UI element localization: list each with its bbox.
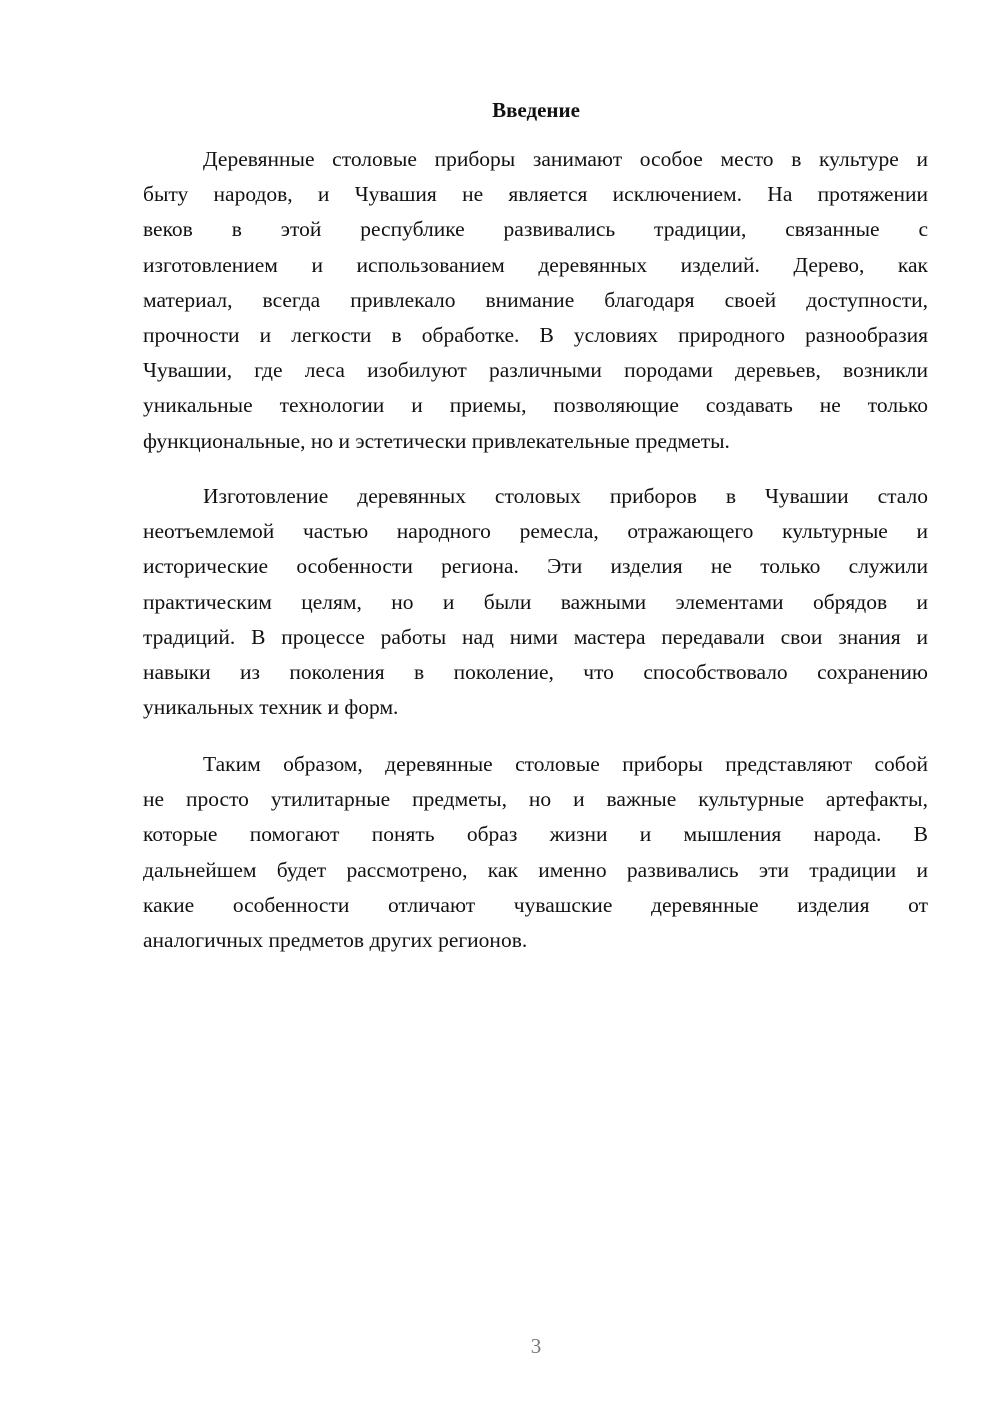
text-line: аналогичных предметов других регионов.	[143, 927, 528, 952]
text-line: веков в этой республике развивались традиции, связанные с	[143, 217, 928, 242]
text-line: исторические особенности региона. Эти изделия не только служили	[143, 554, 928, 579]
text-line: традиций. В процессе работы над ними мастера передавали свои знания и	[143, 624, 928, 649]
text-line: Деревянные столовые приборы занимают особое место в культуре и	[203, 147, 928, 171]
text-line: уникальных техник и форм.	[143, 695, 399, 720]
page-number: 3	[530, 1334, 542, 1358]
section-heading: Введение	[492, 98, 580, 122]
text-line: дальнейшем будет рассмотрено, как именно развивались эти традиции и	[143, 857, 928, 882]
text-line: функциональные, но и эстетически привлекательные предметы.	[143, 428, 730, 453]
text-line: которые помогают понять образ жизни и мышления народа. В	[143, 822, 928, 847]
text-line: навыки из поколения в поколение, что способствовало сохранению	[143, 659, 928, 684]
text-line: Изготовление деревянных столовых приборов в Чувашии стало	[203, 484, 928, 508]
text-line: изготовлением и использованием деревянных изделий. Дерево, как	[143, 252, 928, 277]
text-line: материал, всегда привлекало внимание благодаря своей доступности,	[143, 287, 928, 312]
text-line: практическим целям, но и были важными элементами обрядов и	[143, 589, 928, 614]
text-line: Таким образом, деревянные столовые приборы представляют собой	[203, 752, 928, 776]
paragraph-2	[143, 479, 928, 725]
text-line: неотъемлемой частью народного ремесла, отражающего культурные и	[143, 519, 928, 544]
paragraph-3	[143, 747, 928, 958]
text-line: прочности и легкости в обработке. В условиях природного разнообразия	[143, 322, 928, 347]
text-line: быту народов, и Чувашия не является исключением. На протяжении	[143, 182, 928, 207]
text-line: уникальные технологии и приемы, позволяющие создавать не только	[143, 393, 928, 418]
paragraph-1	[143, 142, 928, 459]
text-line: какие особенности отличают чувашские деревянные изделия от	[143, 892, 928, 917]
text-line: Чувашии, где леса изобилуют различными породами деревьев, возникли	[143, 358, 928, 383]
text-line: не просто утилитарные предметы, но и важные культурные артефакты,	[143, 787, 928, 812]
